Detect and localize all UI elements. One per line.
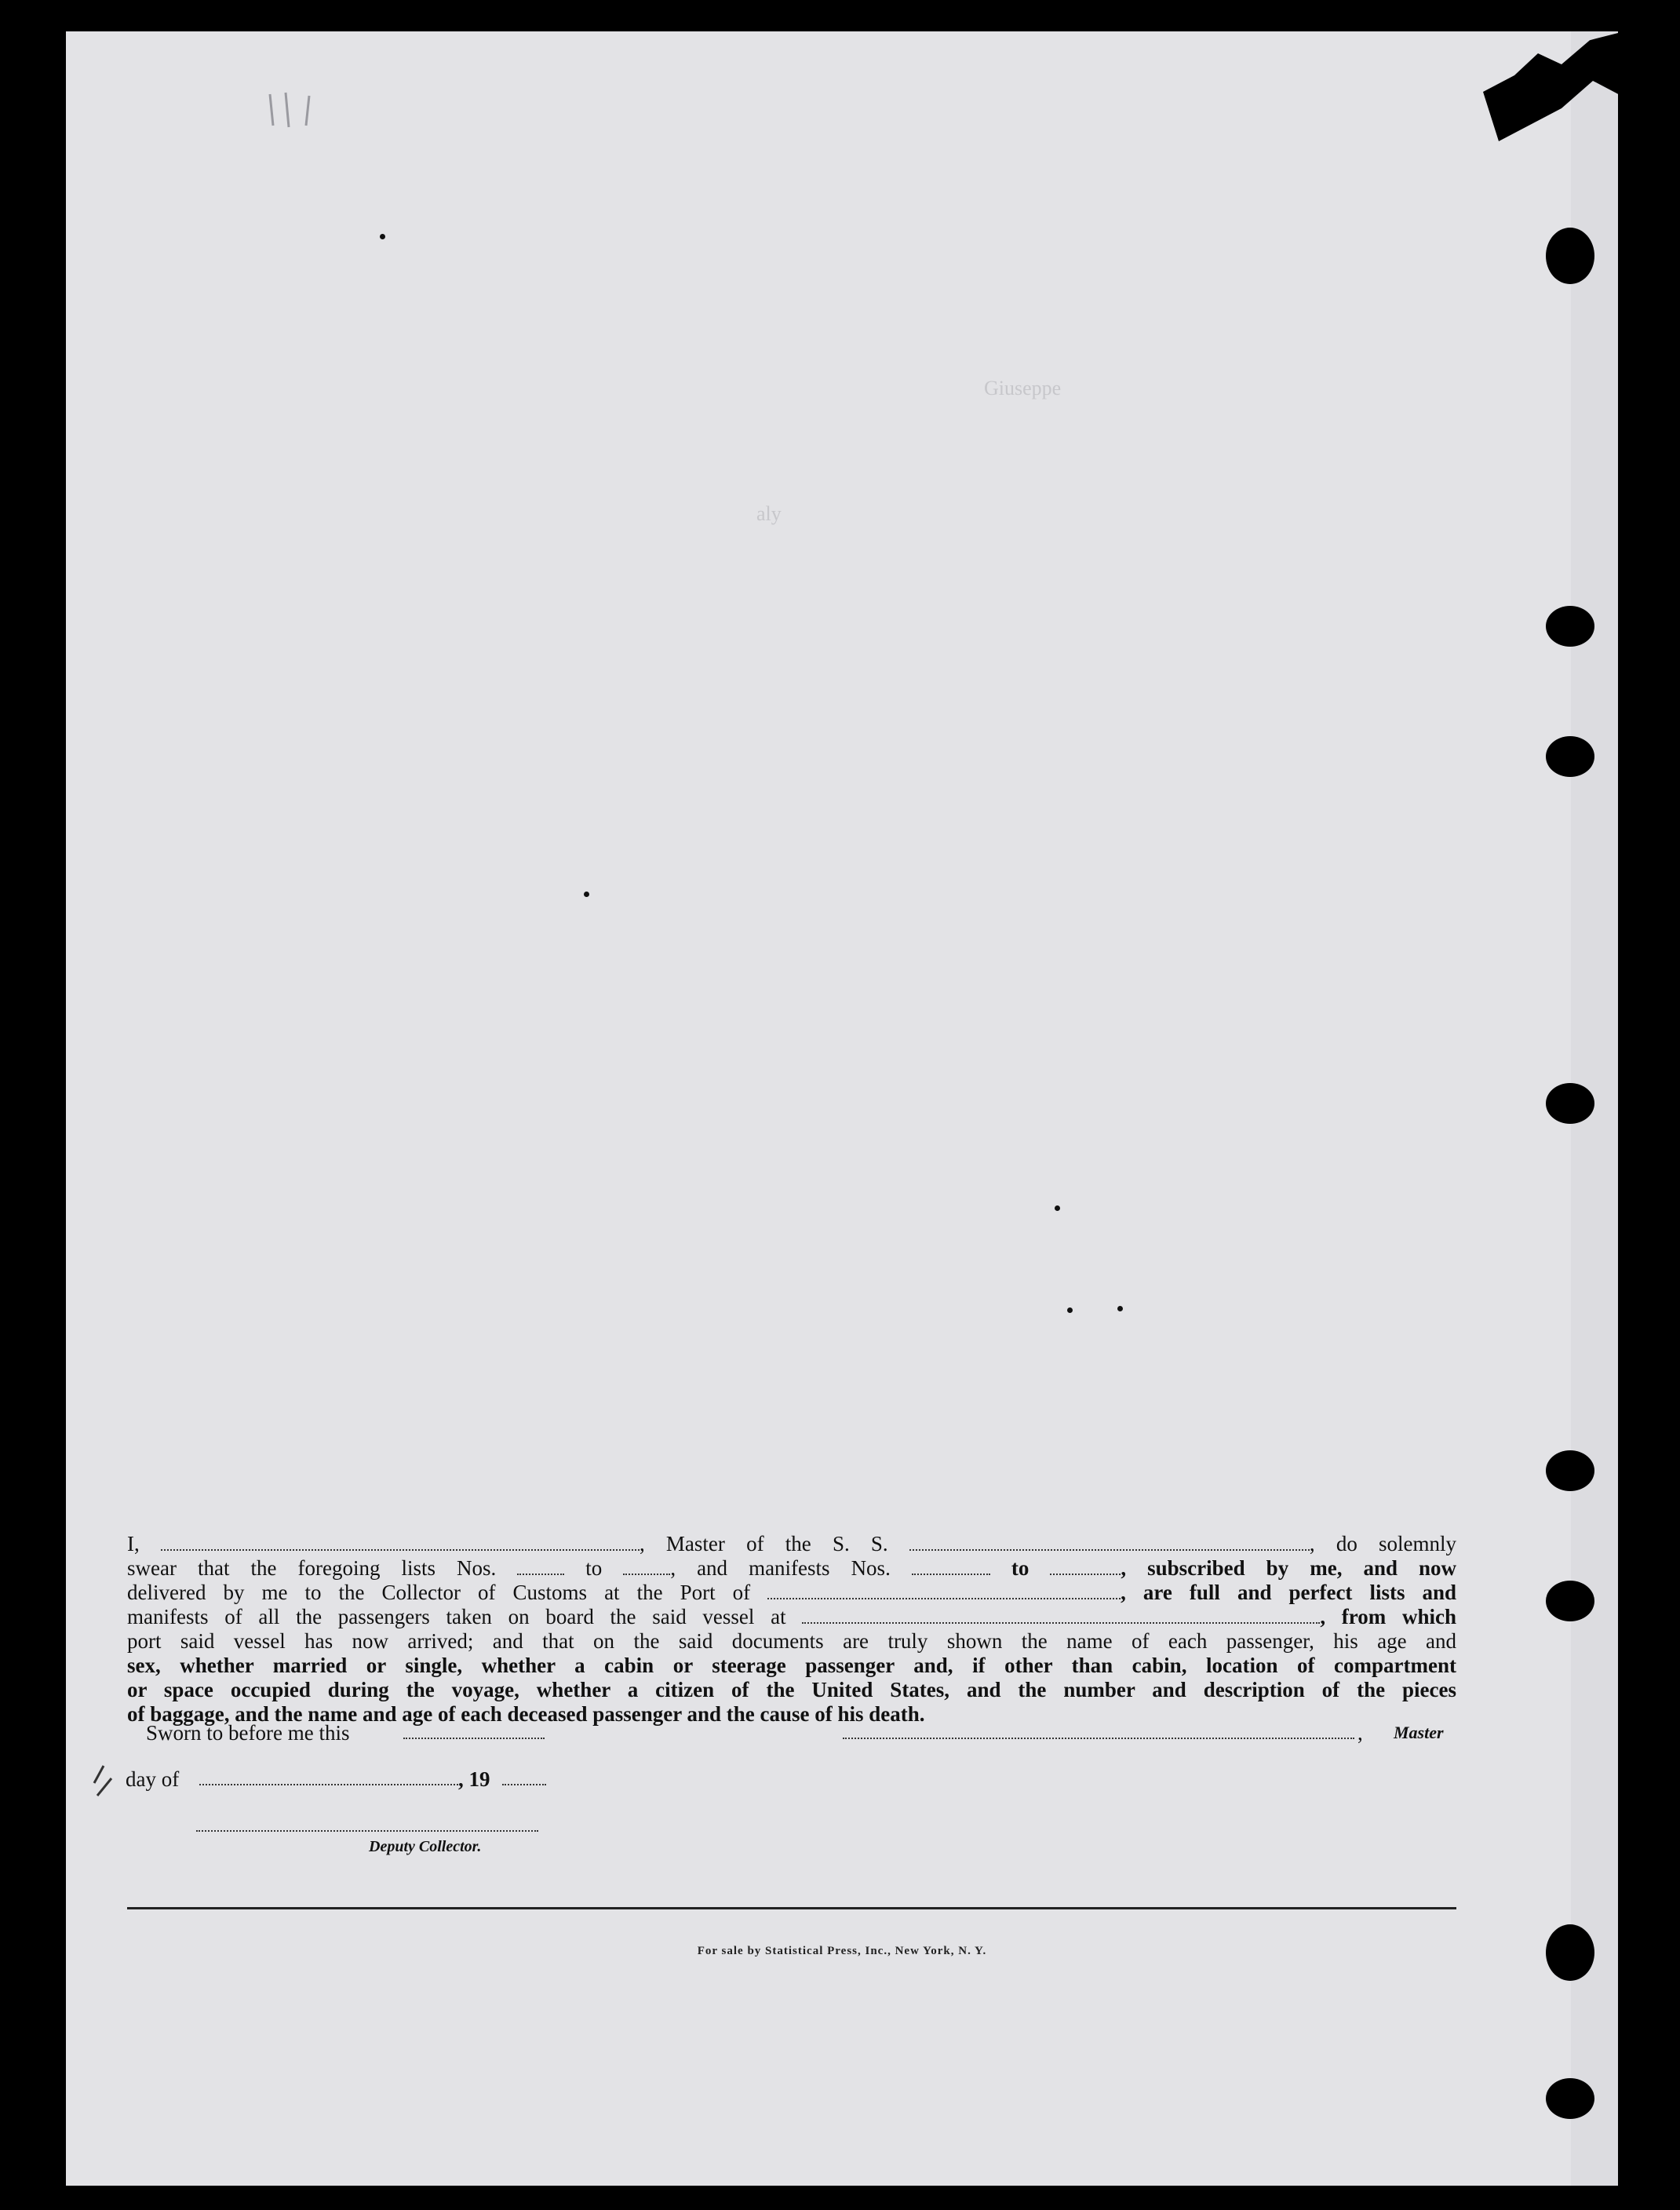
oath-line-1: I, , Master of the S. S. , do solemnly [127,1532,1457,1555]
deputy-collector-label: Deputy Collector. [369,1838,482,1855]
ink-speck [1055,1205,1060,1211]
punch-hole [1546,1450,1594,1491]
punch-hole [1546,606,1594,647]
punch-hole [1546,1924,1594,1981]
ink-speck [1067,1307,1073,1313]
footer-divider [127,1907,1456,1909]
manifest-to-blank [1050,1559,1121,1575]
punch-hole [1546,1581,1594,1621]
year-blank [502,1784,546,1785]
oath-line-6: sex, whether married or single, whether a cabin or steerage passenger and, if other than cabin, location of compartment [127,1654,1456,1677]
year-prefix: , 19 [458,1767,490,1791]
list-from-blank [517,1559,564,1575]
master-label: Master [1394,1723,1444,1742]
ink-speck [1117,1306,1123,1311]
day-of-label: day of [126,1767,180,1791]
bleed-through-text: aly [756,502,782,525]
master-oath-paragraph [127,1532,1456,1727]
punch-hole [1546,228,1594,284]
oath-line-4: manifests of all the passengers taken on board the said vessel at , from which [127,1605,1456,1628]
punch-hole [1546,736,1594,777]
oath-line-5: port said vessel has now arrived; and that on the said documents are truly shown the name of each passenger, his age and [127,1629,1456,1653]
month-blank [199,1784,458,1785]
oath-line-8: of baggage, and the name and age of each deceased passenger and the cause of his death. [127,1702,925,1726]
oath-line-3: delivered by me to the Collector of Customs at the Port of , are full and perfect lists and [127,1581,1457,1604]
sworn-label: Sworn to before me this [146,1721,350,1745]
master-signature-line [843,1738,1354,1739]
ship-name-blank [909,1535,1310,1551]
manifest-back-page [66,31,1618,2186]
master-signature-comma: , [1357,1721,1363,1745]
pencil-tick-mark [85,1760,132,1807]
oath-line-7: or space occupied during the voyage, whether a citizen of the United States, and the number and description of the pieces [127,1678,1456,1701]
punch-hole [1546,1083,1594,1124]
bleed-through-text: Giuseppe [984,377,1062,399]
port-blank [767,1584,1121,1599]
pencil-corner-mark [262,86,333,133]
embark-port-blank [802,1608,1320,1624]
sworn-day-blank [403,1738,545,1739]
ink-speck [380,234,385,239]
master-name-blank [161,1535,640,1551]
oath-line-2: swear that the foregoing lists Nos. to , and manifests Nos. to , subscribed by me, and now [127,1556,1457,1580]
publisher-imprint: For sale by Statistical Press, Inc., New York, N. Y. [697,1945,987,1957]
manifest-from-blank [912,1559,990,1575]
list-to-blank [623,1559,670,1575]
ink-speck [584,892,589,897]
deputy-signature-line [196,1830,538,1832]
punch-hole [1546,2078,1594,2119]
